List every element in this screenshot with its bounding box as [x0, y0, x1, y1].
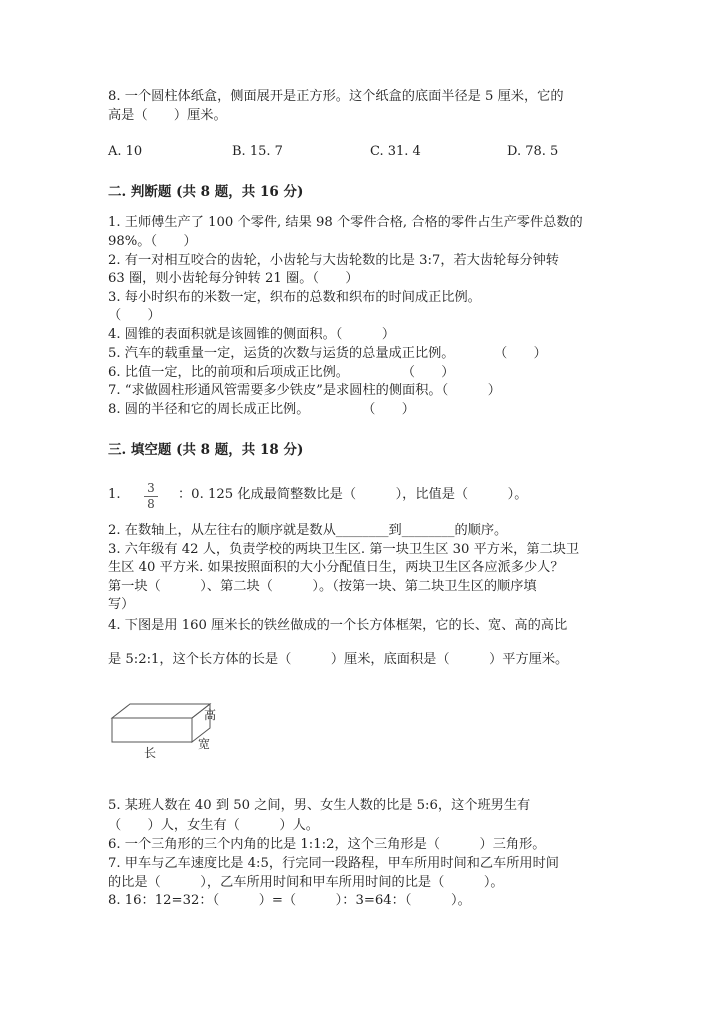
s3-line: （ ）人，女生有（ ）人。 — [108, 818, 319, 833]
cuboid-length-label: 长 — [144, 746, 157, 760]
cuboid-height-label: 高 — [204, 708, 217, 722]
s2-line: 8. 圆的半径和它的周长成正比例。 （ ） — [108, 402, 415, 417]
s3-line: 7. 甲车与乙车速度比是 4:5，行完同一段路程，甲车所用时间和乙车所用时间 — [108, 856, 559, 871]
s3-line: 8. 16：12=32：（ ）=（ ）：3=64：（ ）。 — [108, 893, 471, 908]
fraction-denominator: 8 — [147, 497, 155, 511]
s3-line: 生区 40 平方米. 如果按照面积的大小分配值日生，两块卫生区各应派多少人？ — [108, 560, 564, 575]
s3-q1-text: ：0. 125 化成最简整数比是（ ），比值是（ ）。 — [178, 487, 528, 502]
option-b: B. 15. 7 — [232, 144, 283, 159]
fraction-numerator: 3 — [147, 481, 155, 495]
s2-line: 98%。（ ） — [108, 234, 197, 249]
s3-q1-number: 1. — [108, 487, 121, 502]
s2-line: 1. 王师傅生产了 100 个零件, 结果 98 个零件合格, 合格的零件占生产零件总数的 — [108, 215, 583, 230]
option-c: C. 31. 4 — [370, 144, 421, 159]
s2-line: 2. 有一对相互咬合的齿轮，小齿轮与大齿轮数的比是 3:7，若大齿轮每分钟转 — [108, 253, 559, 268]
s3-line: 3. 六年级有 42 人，负责学校的两块卫生区. 第一块卫生区 30 平方米，第二块卫 — [108, 542, 580, 557]
s3-line: 6. 一个三角形的三个内角的比是 1:1:2，这个三角形是（ ）三角形。 — [108, 837, 546, 852]
option-a: A. 10 — [108, 144, 143, 159]
cuboid-width-label: 宽 — [198, 737, 211, 751]
s3-line: 4. 下图是用 160 厘米长的铁丝做成的一个长方体框架，它的长、宽、高的高比 — [108, 618, 568, 633]
question-8-line-1: 8. 一个圆柱体纸盒，侧面展开是正方形。这个纸盒的底面半径是 5 厘米，它的 — [108, 89, 564, 104]
question-8-line-2: 高是（ ）厘米。 — [108, 108, 227, 123]
option-d: D. 78. 5 — [507, 144, 559, 159]
s3-line: 的比是（ ），乙车所用时间和甲车所用时间的比是（ ）。 — [108, 875, 504, 890]
s2-line: 6. 比值一定，比的前项和后项成正比例。 （ ） — [108, 365, 455, 380]
s3-line: 5. 某班人数在 40 到 50 之间，男、女生人数的比是 5:6，这个班男生有 — [108, 798, 531, 813]
s2-line: 5. 汽车的载重量一定，运货的次数与运货的总量成正比例。 （ ） — [108, 346, 547, 361]
s2-line: 3. 每小时织布的米数一定，织布的总数和织布的时间成正比例。 — [108, 290, 481, 305]
section-2-title: 二. 判断题 (共 8 题，共 16 分) — [108, 184, 304, 200]
section-3-title: 三. 填空题 (共 8 题，共 18 分) — [108, 442, 304, 458]
fraction-three-eighths — [144, 482, 158, 511]
s2-line: （ ） — [108, 308, 161, 323]
s3-q4-line-2: 是 5:2:1，这个长方体的长是（ ）厘米，底面积是（ ）平方厘米。 — [108, 652, 569, 667]
s2-line: 63 圈，则小齿轮每分钟转 21 圈。（ ） — [108, 271, 359, 286]
s3-line: 第一块（ ）、第二块（ ）。（按第一块、第二块卫生区的顺序填 — [108, 579, 537, 594]
s2-line: 7. “求做圆柱形通风管需要多少铁皮”是求圆柱的侧面积。（ ） — [108, 383, 501, 398]
s3-line: 写） — [108, 597, 135, 612]
cuboid-figure — [108, 700, 228, 760]
s3-line: 2. 在数轴上，从左往右的顺序就是数从________到________的顺序。 — [108, 523, 508, 538]
s2-line: 4. 圆锥的表面积就是该圆锥的侧面积。（ ） — [108, 327, 396, 342]
